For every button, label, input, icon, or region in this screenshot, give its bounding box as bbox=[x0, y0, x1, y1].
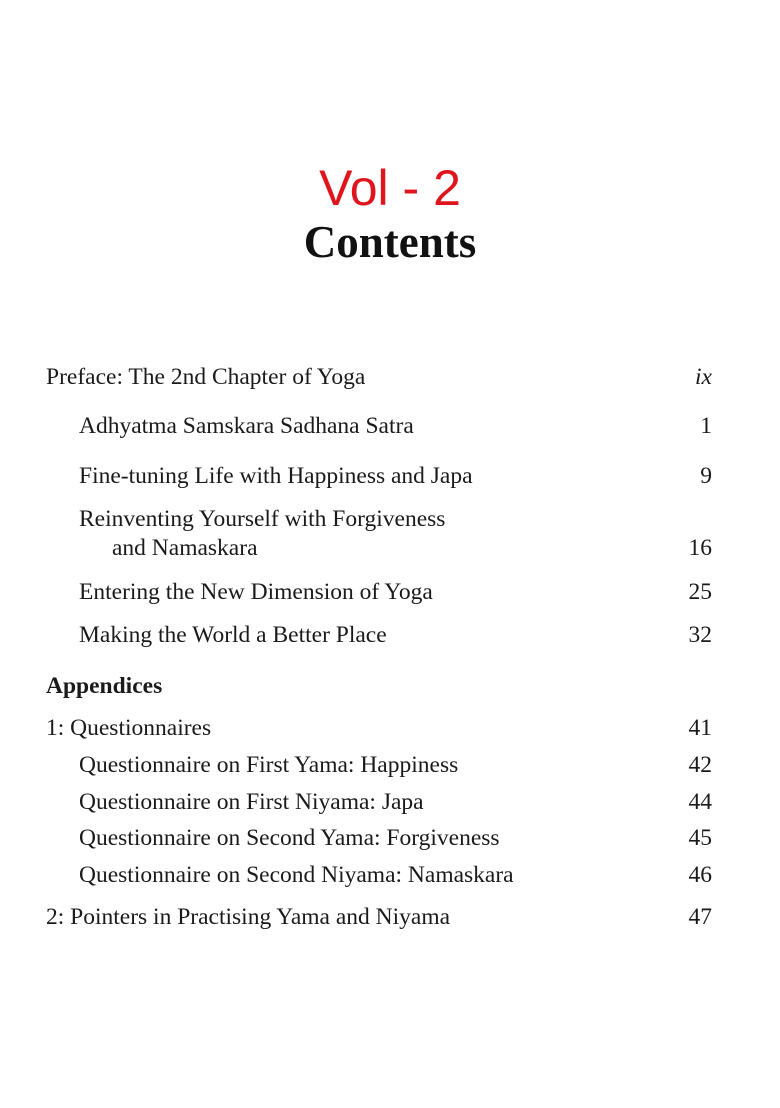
appendix-title: Questionnaire on Second Niyama: Namaskara bbox=[79, 862, 514, 888]
toc-entry-page: 16 bbox=[688, 535, 712, 561]
toc-entry-page: 32 bbox=[688, 622, 712, 648]
appendix-page: 42 bbox=[688, 752, 712, 778]
appendix-title: 1: Questionnaires bbox=[46, 715, 212, 741]
appendix-title: Questionnaire on Second Yama: Forgiveness bbox=[79, 825, 500, 851]
appendix-page: 47 bbox=[688, 904, 712, 930]
toc-entry-title: Reinventing Yourself with Forgiveness bbox=[79, 506, 446, 532]
appendix-title: 2: Pointers in Practising Yama and Niyama bbox=[46, 904, 451, 930]
appendix-page: 41 bbox=[688, 715, 712, 741]
toc-entry-title: Entering the New Dimension of Yoga bbox=[79, 579, 433, 605]
page-title: Contents bbox=[303, 217, 477, 267]
appendix-title: Questionnaire on First Niyama: Japa bbox=[79, 789, 424, 815]
appendix-title: Questionnaire on First Yama: Happiness bbox=[79, 752, 459, 778]
toc-entry-title-continued: and Namaskara bbox=[112, 535, 258, 561]
appendix-page: 44 bbox=[688, 789, 712, 815]
toc-entry-title: Fine-tuning Life with Happiness and Japa bbox=[79, 463, 473, 489]
volume-label: Vol - 2 bbox=[319, 160, 461, 216]
appendices-heading: Appendices bbox=[46, 673, 163, 699]
toc-entry-page: 1 bbox=[700, 413, 712, 439]
toc-entry-page: ix bbox=[695, 364, 712, 390]
toc-entry-page: 9 bbox=[700, 463, 712, 489]
toc-entry-title: Adhyatma Samskara Sadhana Satra bbox=[79, 413, 414, 439]
toc-entry-title: Preface: The 2nd Chapter of Yoga bbox=[46, 364, 366, 390]
toc-entry-title: Making the World a Better Place bbox=[79, 622, 387, 648]
appendix-page: 46 bbox=[688, 862, 712, 888]
appendix-page: 45 bbox=[688, 825, 712, 851]
toc-entry-page: 25 bbox=[688, 579, 712, 605]
